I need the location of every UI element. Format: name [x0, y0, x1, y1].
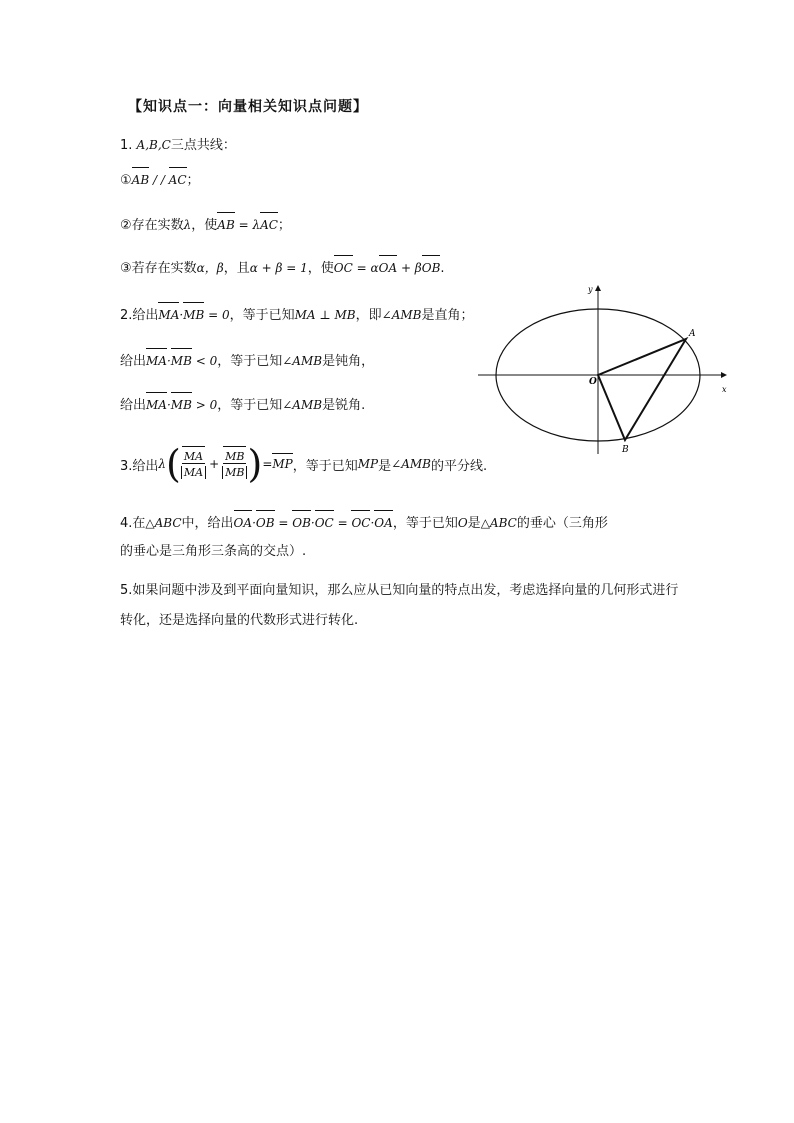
equals-alpha: = α: [352, 261, 379, 275]
vector-oc: OC: [333, 261, 353, 275]
condition-1-end: ；: [186, 173, 200, 188]
condition-2-text: ②存在实数: [120, 218, 184, 233]
dot-symbol: ·: [310, 516, 315, 530]
dot-symbol: ·: [370, 516, 375, 530]
item4-is: 是: [467, 516, 481, 531]
parallel-symbol: / /: [149, 173, 169, 187]
item2-b-end: 是钝角，: [322, 354, 375, 369]
item4-text: ，等于已知: [392, 516, 458, 531]
condition-2-mid: ，使: [191, 218, 218, 233]
dot-symbol: ·: [252, 516, 256, 530]
plus-beta: + β: [397, 261, 422, 275]
relation: < 0: [191, 354, 218, 368]
item4-orthocenter: [120, 514, 608, 533]
condition-3-mid2: ，使: [307, 261, 334, 276]
item2-a-text: ，等于已知: [229, 308, 295, 323]
item2-a-end: 是直角；: [421, 308, 474, 323]
item4-mid: 中，给出: [181, 516, 234, 531]
dot-symbol: ·: [166, 354, 171, 368]
denominator-mb: MB: [222, 466, 247, 479]
item3-mid: 是: [378, 458, 392, 474]
item1-condition-1: [120, 171, 200, 190]
item1-condition-3: [120, 259, 445, 278]
dot-symbol: ·: [179, 308, 184, 322]
condition-2-end: ；: [277, 218, 291, 233]
vector-mb: MB: [183, 308, 205, 322]
vector-ma: MA: [158, 308, 180, 322]
vector-mb: MB: [170, 398, 192, 412]
triangle-abc: △ABC: [480, 516, 517, 530]
alpha-beta: α，β: [196, 261, 224, 275]
unit-vector-ma: [181, 450, 206, 479]
angle-amb: ∠AMB: [391, 457, 431, 471]
item1-number: 1.: [120, 138, 137, 153]
relation: > 0: [191, 398, 218, 412]
condition-3-text: ③若存在实数: [120, 261, 197, 276]
label-a: A: [689, 329, 696, 339]
vector-ab: AB: [217, 218, 235, 232]
vector-mp: MP: [272, 457, 293, 471]
vector-ac: AC: [260, 218, 278, 232]
label-o: O: [589, 377, 597, 387]
vector-oa: OA: [233, 516, 253, 530]
vector-oc: OC: [314, 516, 334, 530]
item1-condition-2: [120, 216, 291, 235]
item1-intro-text: 三点共线：: [170, 138, 236, 153]
vector-ma: MA: [146, 398, 167, 412]
dot-symbol: ·: [166, 398, 171, 412]
triangle-abc: △ABC: [145, 516, 182, 530]
item1-points: A,B,C: [136, 138, 171, 152]
item2-c-text: ，等于已知: [217, 398, 283, 413]
item2-b-pre: 给出: [120, 354, 147, 369]
angle-amb: ∠AMB: [381, 308, 422, 322]
vector-ob: OB: [292, 516, 311, 530]
vector-oa: OA: [374, 516, 393, 530]
numerator-ma: MA: [183, 449, 204, 463]
label-x: x: [722, 385, 727, 394]
item3-bisector: [120, 438, 487, 490]
lambda-symbol: λ: [158, 457, 167, 471]
condition-3-mid: ，且: [223, 261, 250, 276]
vector-ob: OB: [421, 261, 441, 275]
item2-obtuse: [120, 352, 374, 371]
denominator-ma: MA: [181, 466, 206, 479]
item2-acute: [120, 396, 365, 415]
vector-ac: AC: [168, 173, 187, 187]
ellipse-figure: [474, 278, 736, 462]
segment-mp: MP: [357, 457, 379, 471]
equals-symbol: =: [333, 516, 352, 530]
label-y: y: [588, 285, 593, 294]
numerator-mb: MB: [225, 449, 245, 463]
right-paren: ): [247, 442, 263, 486]
item2-a-pre: 2.给出: [120, 308, 159, 323]
label-b: B: [622, 445, 629, 455]
vector-oc: OC: [351, 516, 371, 530]
unit-vector-mb: [222, 450, 247, 479]
item2-c-pre: 给出: [120, 398, 147, 413]
left-paren: (: [166, 442, 181, 486]
angle-amb: ∠AMB: [282, 354, 323, 368]
point-o: O: [457, 516, 468, 530]
condition-1-mark: ①: [120, 173, 132, 188]
equals-symbol: =: [262, 457, 273, 471]
perpendicular: MA ⊥ MB: [294, 308, 356, 322]
vector-oa: OA: [378, 261, 398, 275]
vector-ob: OB: [255, 516, 275, 530]
plus-symbol: +: [209, 457, 220, 471]
lambda-symbol: λ: [183, 218, 192, 232]
condition-3-end: .: [440, 261, 445, 276]
item2-right-angle: [120, 306, 473, 325]
item4-line2: 的垂心是三角形三条高的交点）.: [120, 544, 307, 559]
section-title: 【知识点一：向量相关知识点问题】: [128, 99, 368, 115]
equals-symbol: =: [274, 516, 293, 530]
item3-pre: 3.给出: [120, 458, 159, 474]
triangle-oab: [598, 339, 686, 440]
item5-paragraph: 5.如果问题中涉及到平面向量知识，那么应从已知向量的特点出发，考虑选择向量的几何形式进行转化，还是选择向量的代数形式进行转化.: [120, 583, 679, 628]
angle-amb: ∠AMB: [282, 398, 323, 412]
item4-end: 的垂心（三角形: [516, 516, 608, 531]
item1-intro: [120, 136, 236, 155]
vector-ab: AB: [131, 173, 150, 187]
relation: = 0: [204, 308, 230, 322]
item4-pre: 4.在: [120, 516, 146, 531]
alpha-beta-sum: α + β = 1: [249, 261, 308, 275]
equals-lambda: = λ: [234, 218, 261, 232]
vector-mb: MB: [170, 354, 192, 368]
item2-a-text2: ，即: [355, 308, 382, 323]
item2-c-end: 是锐角.: [322, 398, 366, 413]
item2-b-text: ，等于已知: [217, 354, 283, 369]
item3-text: ，等于已知: [292, 458, 358, 474]
item3-end: 的平分线.: [430, 458, 488, 474]
vector-ma: MA: [146, 354, 167, 368]
